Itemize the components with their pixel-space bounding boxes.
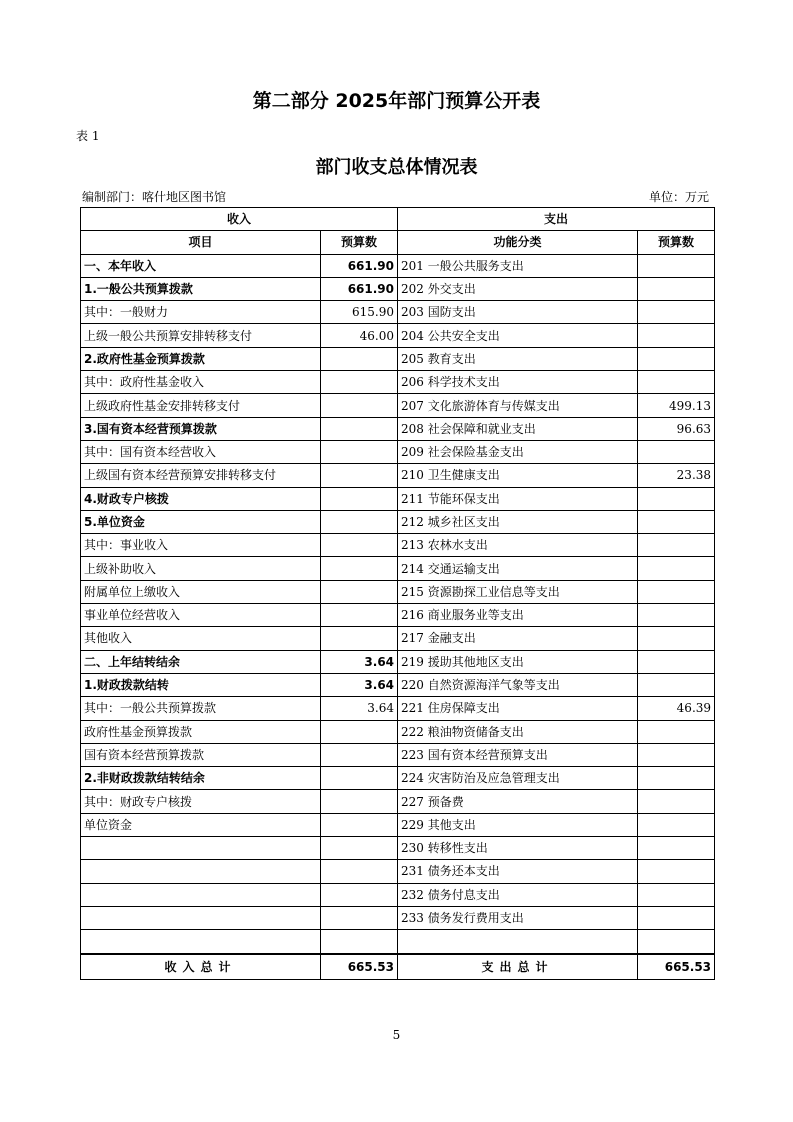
income-item-cell: 其他收入 (81, 627, 321, 650)
table-row (81, 650, 715, 673)
expense-item-cell: 222 粮油物资储备支出 (398, 720, 638, 743)
function-column-header: 功能分类 (398, 231, 638, 254)
expense-item-cell: 233 债务发行费用支出 (398, 906, 638, 929)
expense-value-cell (638, 720, 715, 743)
income-item-cell: 其中：国有资本经营收入 (81, 440, 321, 463)
income-value-cell (321, 394, 398, 417)
expense-item-cell: 232 债务付息支出 (398, 883, 638, 906)
expense-value-cell: 23.38 (638, 464, 715, 487)
expense-value-cell (638, 627, 715, 650)
income-item-cell: 政府性基金预算拨款 (81, 720, 321, 743)
expense-value-cell: 46.39 (638, 697, 715, 720)
income-item-cell: 事业单位经营收入 (81, 604, 321, 627)
table-label: 表 1 (76, 129, 100, 143)
income-value-cell: 46.00 (321, 324, 398, 347)
table-row (81, 324, 715, 347)
income-value-cell (321, 487, 398, 510)
expense-item-cell: 208 社会保障和就业支出 (398, 417, 638, 440)
table-row (81, 743, 715, 766)
income-item-cell: 附属单位上缴收入 (81, 580, 321, 603)
part-title: 第二部分 2025年部门预算公开表 (252, 90, 541, 112)
income-value-cell (321, 627, 398, 650)
income-item-cell: 2.非财政拨款结转结余 (81, 767, 321, 790)
expense-item-cell: 201 一般公共服务支出 (398, 254, 638, 277)
income-value-cell (321, 860, 398, 883)
expense-value-cell (638, 510, 715, 533)
income-value-cell (321, 557, 398, 580)
income-item-cell: 其中：财政专户核拨 (81, 790, 321, 813)
expense-value-cell (638, 650, 715, 673)
income-item-cell: 国有资本经营预算拨款 (81, 743, 321, 766)
income-value-cell: 3.64 (321, 697, 398, 720)
expense-section-header: 支出 (398, 208, 715, 231)
expense-value-cell (638, 254, 715, 277)
expense-value-cell (638, 347, 715, 370)
expense-item-cell: 217 金融支出 (398, 627, 638, 650)
income-item-cell: 二、上年结转结余 (81, 650, 321, 673)
table-row (81, 580, 715, 603)
expense-item-cell: 202 外交支出 (398, 277, 638, 300)
table-row (81, 906, 715, 929)
expense-item-cell: 211 节能环保支出 (398, 487, 638, 510)
expense-value-cell (638, 860, 715, 883)
expense-item-cell: 204 公共安全支出 (398, 324, 638, 347)
expense-item-cell: 221 住房保障支出 (398, 697, 638, 720)
compiling-department: 编制部门：喀什地区图书馆 (82, 190, 227, 204)
income-total-value: 665.53 (321, 954, 398, 980)
table-row (81, 487, 715, 510)
expense-item-cell: 227 预备费 (398, 790, 638, 813)
income-item-cell: 3.国有资本经营预算拨款 (81, 417, 321, 440)
expense-value-cell: 96.63 (638, 417, 715, 440)
income-total-label: 收入总计 (81, 954, 321, 980)
unit-label: 单位：万元 (648, 190, 709, 204)
income-value-cell (321, 743, 398, 766)
income-item-cell: 其中：一般财力 (81, 301, 321, 324)
total-row (81, 954, 715, 980)
expense-value-cell (638, 534, 715, 557)
income-item-cell (81, 930, 321, 954)
table-row (81, 720, 715, 743)
expense-value-cell (638, 371, 715, 394)
income-value-cell (321, 580, 398, 603)
income-value-cell (321, 371, 398, 394)
expense-value-cell (638, 673, 715, 696)
income-value-cell (321, 837, 398, 860)
expense-total-label: 支出总计 (398, 954, 638, 980)
income-item-cell: 上级一般公共预算安排转移支付 (81, 324, 321, 347)
income-value-cell (321, 906, 398, 929)
table-row (81, 930, 715, 954)
table-row (81, 464, 715, 487)
income-item-cell (81, 860, 321, 883)
income-item-cell: 其中：事业收入 (81, 534, 321, 557)
expense-value-cell (638, 487, 715, 510)
page-number: 5 (392, 1028, 401, 1042)
income-section-header: 收入 (81, 208, 398, 231)
income-value-cell (321, 883, 398, 906)
expense-value-cell (638, 790, 715, 813)
income-item-cell (81, 883, 321, 906)
income-item-cell: 1.财政拨款结转 (81, 673, 321, 696)
expense-value-cell (638, 906, 715, 929)
expense-item-cell: 215 资源勘探工业信息等支出 (398, 580, 638, 603)
expense-value-cell (638, 767, 715, 790)
income-value-cell (321, 464, 398, 487)
expense-item-cell: 209 社会保险基金支出 (398, 440, 638, 463)
expense-value-cell (638, 557, 715, 580)
expense-value-cell (638, 743, 715, 766)
expense-value-cell (638, 440, 715, 463)
item-column-header: 项目 (81, 231, 321, 254)
income-value-cell: 3.64 (321, 673, 398, 696)
expense-value-cell (638, 930, 715, 954)
expense-item-cell: 206 科学技术支出 (398, 371, 638, 394)
income-item-cell: 其中：一般公共预算拨款 (81, 697, 321, 720)
table-row (81, 883, 715, 906)
table-row (81, 697, 715, 720)
income-value-cell (321, 790, 398, 813)
table-row (81, 557, 715, 580)
expense-item-cell: 220 自然资源海洋气象等支出 (398, 673, 638, 696)
income-value-cell (321, 720, 398, 743)
income-budget-column-header: 预算数 (321, 231, 398, 254)
expense-item-cell: 219 援助其他地区支出 (398, 650, 638, 673)
expense-item-cell: 231 债务还本支出 (398, 860, 638, 883)
table-row (81, 394, 715, 417)
expense-item-cell: 207 文化旅游体育与传媒支出 (398, 394, 638, 417)
income-value-cell (321, 930, 398, 954)
table-row (81, 837, 715, 860)
expense-item-cell: 216 商业服务业等支出 (398, 604, 638, 627)
table-row (81, 301, 715, 324)
income-item-cell: 单位资金 (81, 813, 321, 836)
expense-value-cell (638, 813, 715, 836)
table-row (81, 673, 715, 696)
expense-item-cell: 214 交通运输支出 (398, 557, 638, 580)
expense-item-cell: 229 其他支出 (398, 813, 638, 836)
table-row (81, 417, 715, 440)
income-value-cell (321, 440, 398, 463)
expense-item-cell: 223 国有资本经营预算支出 (398, 743, 638, 766)
table-row (81, 347, 715, 370)
expense-value-cell: 499.13 (638, 394, 715, 417)
expense-item-cell: 210 卫生健康支出 (398, 464, 638, 487)
income-item-cell (81, 837, 321, 860)
table-row (81, 813, 715, 836)
header-row-sections (81, 208, 715, 231)
table-title: 部门收支总体情况表 (315, 157, 478, 178)
expense-value-cell (638, 883, 715, 906)
income-item-cell: 4.财政专户核拨 (81, 487, 321, 510)
table-row (81, 534, 715, 557)
expense-item-cell: 224 灾害防治及应急管理支出 (398, 767, 638, 790)
income-value-cell (321, 604, 398, 627)
expense-value-cell (638, 301, 715, 324)
table-row (81, 860, 715, 883)
expense-total-value: 665.53 (638, 954, 715, 980)
expense-item-cell: 230 转移性支出 (398, 837, 638, 860)
income-value-cell (321, 767, 398, 790)
table-row (81, 277, 715, 300)
income-value-cell (321, 534, 398, 557)
table-row (81, 604, 715, 627)
expense-value-cell (638, 277, 715, 300)
table-row (81, 510, 715, 533)
expense-item-cell (398, 930, 638, 954)
income-item-cell: 5.单位资金 (81, 510, 321, 533)
income-value-cell: 661.90 (321, 277, 398, 300)
income-item-cell: 1.一般公共预算拨款 (81, 277, 321, 300)
income-value-cell (321, 417, 398, 440)
income-item-cell: 其中：政府性基金收入 (81, 371, 321, 394)
expense-value-cell (638, 604, 715, 627)
table-row (81, 627, 715, 650)
income-value-cell (321, 347, 398, 370)
income-value-cell (321, 510, 398, 533)
income-value-cell: 661.90 (321, 254, 398, 277)
income-item-cell: 上级国有资本经营预算安排转移支付 (81, 464, 321, 487)
income-value-cell (321, 813, 398, 836)
table-row (81, 254, 715, 277)
income-item-cell (81, 906, 321, 929)
income-value-cell: 3.64 (321, 650, 398, 673)
income-item-cell: 一、本年收入 (81, 254, 321, 277)
table-row (81, 767, 715, 790)
income-item-cell: 上级政府性基金安排转移支付 (81, 394, 321, 417)
expense-item-cell: 205 教育支出 (398, 347, 638, 370)
expense-item-cell: 203 国防支出 (398, 301, 638, 324)
income-item-cell: 上级补助收入 (81, 557, 321, 580)
expense-budget-column-header: 预算数 (638, 231, 715, 254)
income-value-cell: 615.90 (321, 301, 398, 324)
expense-item-cell: 213 农林水支出 (398, 534, 638, 557)
expense-value-cell (638, 837, 715, 860)
budget-table (80, 207, 715, 980)
expense-value-cell (638, 580, 715, 603)
expense-item-cell: 212 城乡社区支出 (398, 510, 638, 533)
income-item-cell: 2.政府性基金预算拨款 (81, 347, 321, 370)
table-row (81, 790, 715, 813)
expense-value-cell (638, 324, 715, 347)
table-row (81, 440, 715, 463)
table-row (81, 371, 715, 394)
header-row-columns (81, 231, 715, 254)
